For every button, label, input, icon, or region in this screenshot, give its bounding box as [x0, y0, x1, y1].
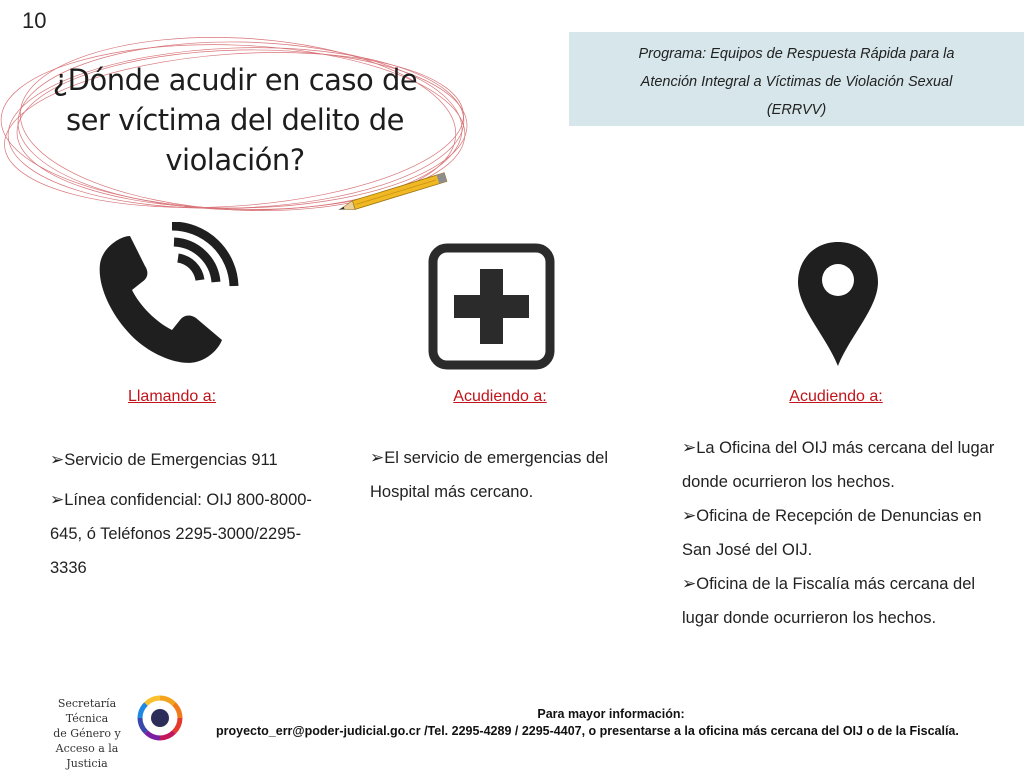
column-heading-call: Llamando a:: [127, 388, 217, 405]
hospital-list: [370, 441, 660, 515]
list-item: ➢La Oficina del OIJ más cercana del lugar donde ocurrieron los hechos.: [682, 438, 995, 491]
arrow-bullet-icon: ➢: [682, 506, 697, 525]
list-item: ➢Servicio de Emergencias 911: [50, 450, 278, 469]
list-item: ➢Oficina de la Fiscalía más cercana del lugar donde ocurrieron los hechos.: [682, 574, 976, 627]
office-list: [682, 431, 1012, 635]
arrow-bullet-icon: ➢: [682, 438, 697, 457]
page-number: 10: [22, 8, 47, 33]
phone-icon: [92, 222, 242, 372]
medical-plus-icon: [428, 243, 555, 370]
list-item: ➢Línea confidencial: OIJ 800-8000-645, ó Teléfonos 2295-3000/2295-3336: [50, 490, 312, 577]
list-item: ➢El servicio de emergencias del Hospital más cercano.: [370, 448, 609, 501]
program-info-box: [569, 32, 1024, 126]
program-line-3: (ERRVV): [766, 102, 827, 118]
column-heading-office: Acudiendo a:: [789, 388, 883, 405]
footer-contact-text: proyecto_err@poder-judicial.go.cr /Tel. 2295-4289 / 2295-4407, o presentarse a la oficina más cercana del OIJ o de la Fiscalía.: [216, 724, 959, 738]
call-list: [50, 443, 330, 591]
list-item: ➢Oficina de Recepción de Denuncias en San José del OIJ.: [682, 506, 982, 559]
column-heading-hospital: Acudiendo a:: [453, 388, 547, 405]
pencil-icon: [330, 168, 460, 218]
program-line-2: Atención Integral a Víctimas de Violación Sexual: [640, 74, 953, 90]
arrow-bullet-icon: ➢: [50, 450, 65, 469]
logo-text: Secretaría Técnica de Género y Acceso a la Justicia: [53, 697, 121, 770]
arrow-bullet-icon: ➢: [370, 448, 385, 467]
secretaria-logo: [36, 692, 186, 770]
map-pin-icon: [796, 240, 880, 368]
page-title: ¿Dónde acudir en caso de ser víctima del delito de violación?: [52, 63, 418, 177]
footer-contact: [216, 706, 1006, 740]
logo-ring-icon: [136, 694, 184, 742]
program-line-1: Programa: Equipos de Respuesta Rápida para la: [638, 46, 955, 62]
footer-label: Para mayor información:: [537, 707, 685, 721]
arrow-bullet-icon: ➢: [50, 490, 65, 509]
arrow-bullet-icon: ➢: [682, 574, 697, 593]
